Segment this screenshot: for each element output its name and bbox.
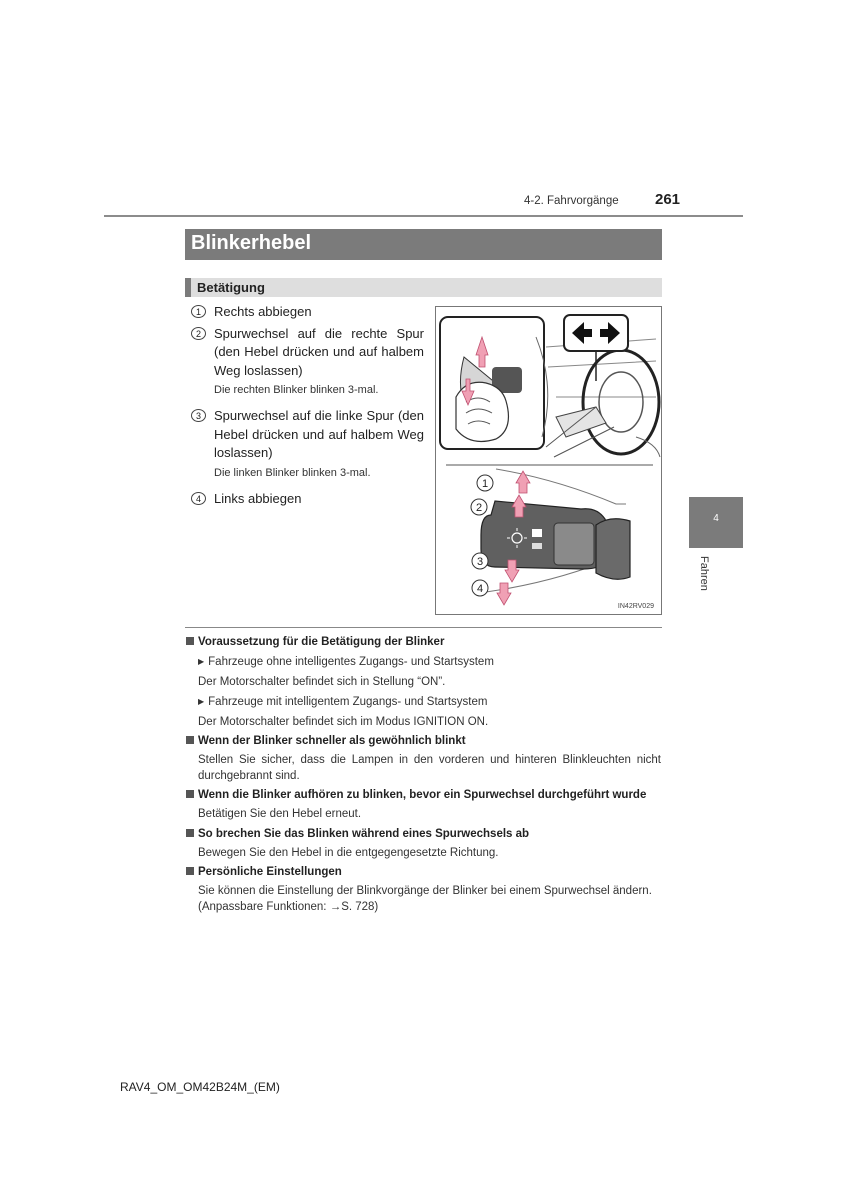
- note-bullet-text: Fahrzeuge ohne intelligentes Zugangs- und Startsystem: [208, 656, 494, 668]
- square-bullet-icon: [186, 867, 194, 875]
- subsection-title: Betätigung: [197, 280, 265, 295]
- square-bullet-icon: [186, 736, 194, 744]
- notes-rule: [185, 627, 662, 628]
- step-item: [191, 303, 424, 322]
- step-item: [191, 407, 424, 463]
- callout-1: 1: [481, 478, 489, 490]
- lever-diagram: [436, 307, 663, 616]
- chapter-tab-number: 4: [713, 513, 719, 524]
- note-heading-text: Persönliche Einstellungen: [198, 866, 342, 878]
- note-heading: [186, 865, 661, 880]
- note-bullet-text: Fahrzeuge mit intelligentem Zugangs- und Startsystem: [208, 696, 488, 708]
- note-bullet: [198, 654, 661, 671]
- page-number: 261: [655, 191, 681, 208]
- step-note: Die linken Blinker blinken 3-mal.: [214, 466, 371, 479]
- step-number: 4: [191, 492, 206, 505]
- callout-4: 4: [476, 583, 484, 595]
- step-text: Spurwechsel auf die linke Spur (den Hebel drücken und auf halbem Weg loslassen): [214, 408, 424, 460]
- callout-2: 2: [475, 502, 483, 514]
- step-item: [191, 490, 424, 509]
- note-text: Betätigen Sie den Hebel erneut.: [198, 808, 362, 820]
- note-heading: [186, 635, 661, 650]
- note-text: Der Motorschalter befindet sich in Stellung “ON”.: [198, 675, 446, 688]
- hand-lever-inset: [440, 317, 548, 449]
- chapter-tab: [689, 497, 743, 548]
- note-heading: [186, 788, 661, 803]
- lever-illustration: [435, 306, 662, 615]
- square-bullet-icon: [186, 637, 194, 645]
- note-heading: [186, 734, 661, 749]
- subsection-marker: [185, 278, 191, 297]
- note-heading-text: Wenn die Blinker aufhören zu blinken, bevor ein Spurwechsel durchgeführt wurde: [198, 789, 647, 801]
- callout-3: 3: [476, 556, 484, 568]
- note-heading: [186, 827, 661, 842]
- illustration-code: IN42RV029: [617, 603, 654, 610]
- step-note: Die rechten Blinker blinken 3-mal.: [214, 384, 379, 396]
- note-text: (Anpassbare Funktionen: →S. 728): [198, 900, 379, 913]
- step-text: Spurwechsel auf die rechte Spur (den Hebel drücken und auf halbem Weg loslassen): [214, 325, 424, 378]
- footer-code: RAV4_OM_OM42B24M_(EM): [120, 1080, 280, 1094]
- subsection-bar: [185, 278, 662, 297]
- dashboard-scene: [546, 315, 660, 457]
- note-text: Sie können die Einstellung der Blinkvorgänge der Blinker bei einem Spurwechsel ändern.: [198, 885, 652, 897]
- section-title-bar: [185, 229, 662, 260]
- note-heading-text: So brechen Sie das Blinken während eines Spurwechsels ab: [198, 827, 530, 840]
- square-bullet-icon: [186, 790, 194, 798]
- step-item: [191, 325, 424, 381]
- page-title: Blinkerhebel: [191, 232, 312, 254]
- triangle-bullet-icon: ▶: [198, 697, 205, 706]
- note-bullet: [198, 694, 661, 711]
- square-bullet-icon: [186, 829, 194, 837]
- step-text: Rechts abbiegen: [214, 304, 312, 319]
- note-heading-text: Voraussetzung für die Betätigung der Blinker: [198, 636, 445, 648]
- note-text: Stellen Sie sicher, dass die Lampen in den vorderen und hinteren Blinkleuchten nicht durchgebrannt sind.: [198, 754, 661, 782]
- step-number: 3: [191, 409, 206, 422]
- note-text: Bewegen Sie den Hebel in die entgegengesetzte Richtung.: [198, 846, 499, 859]
- chapter-label: 4-2. Fahrvorgänge: [524, 195, 619, 207]
- notes-section: [186, 635, 661, 919]
- note-text: Der Motorschalter befindet sich im Modus IGNITION ON.: [198, 715, 489, 728]
- steps-list: [191, 303, 424, 511]
- note-heading-text: Wenn der Blinker schneller als gewöhnlich blinkt: [198, 735, 466, 747]
- step-text: Links abbiegen: [214, 490, 302, 506]
- triangle-bullet-icon: ▶: [198, 657, 205, 666]
- header-rule: [104, 215, 743, 217]
- step-number: 2: [191, 327, 206, 340]
- step-number: 1: [191, 305, 206, 318]
- lever-closeup: [471, 469, 630, 605]
- chapter-tab-label: Fahren: [698, 556, 710, 591]
